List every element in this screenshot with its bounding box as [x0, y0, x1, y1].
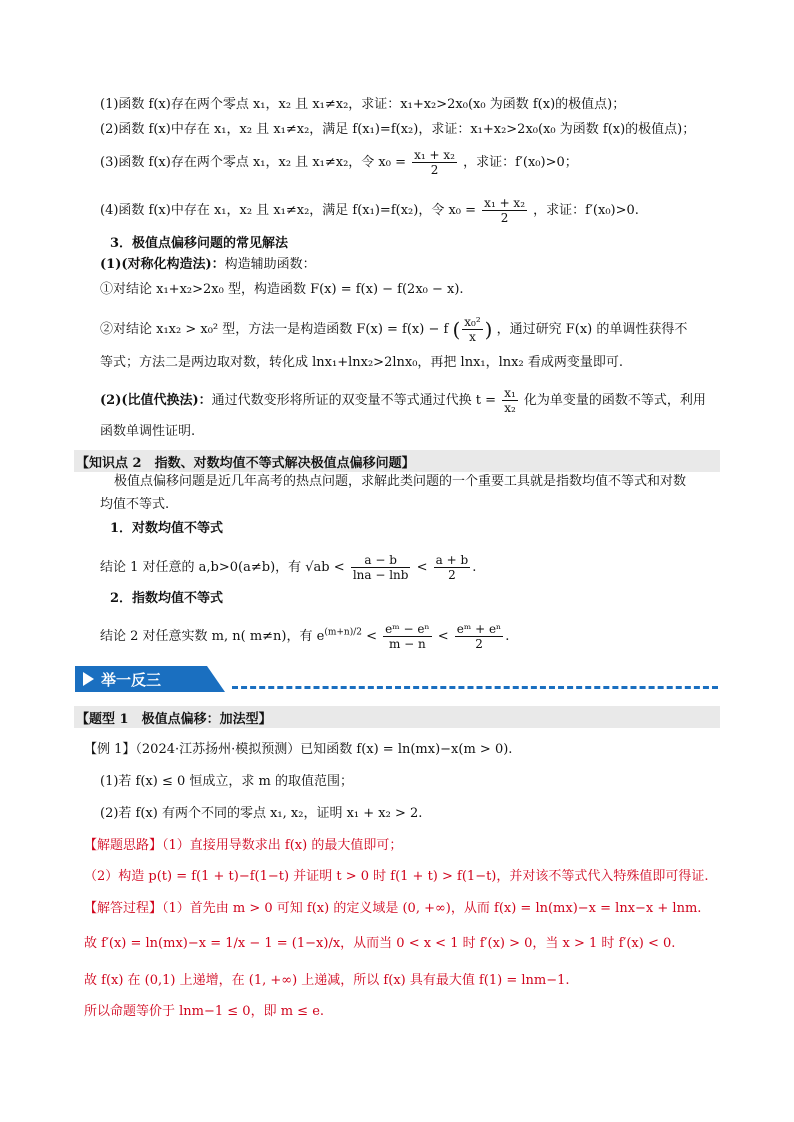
fraction-numerator: x₁	[504, 386, 516, 400]
conclusion-2	[100, 622, 509, 651]
question-1: (1)若 f(x) ≤ 0 恒成立，求 m 的取值范围；	[100, 774, 353, 789]
solution-4: 所以命题等价于 lnm−1 ≤ 0，即 m ≤ e.	[84, 1004, 325, 1019]
ratio-tail: 化为单变量的函数不等式，利用	[523, 393, 706, 408]
section-title: 【知识点 2 指数、对数均值不等式解决极值点偏移问题】	[76, 456, 415, 471]
fraction-numerator: a + b	[435, 553, 469, 567]
fraction-denominator: 2	[500, 211, 509, 225]
symmetric-text: 构造辅助函数：	[224, 257, 316, 272]
fraction-denominator: m − n	[388, 637, 426, 651]
example-1: 【例 1】（2024·江苏扬州·模拟预测）已知函数 f(x) = ln(mx)−x(m > 0).	[84, 742, 513, 757]
fraction-numerator: x₁ + x₂	[484, 196, 526, 210]
play-arrow-icon	[83, 672, 94, 686]
method-heading: 3．极值点偏移问题的常见解法	[110, 236, 289, 251]
fraction-denominator: 2	[430, 163, 439, 177]
condition-1: (1)函数 f(x)存在两个零点 x₁，x₂ 且 x₁≠x₂，求证：x₁+x₂>2x₀(x₀ 为函数 f(x)的极值点)；	[100, 97, 626, 112]
conclusion-1	[100, 553, 476, 582]
condition-4-text: (4)函数 f(x)中存在 x₁，x₂ 且 x₁≠x₂，满足 f(x₁)=f(x₂)，令 x₀ =	[100, 203, 477, 218]
fraction-denominator: x₂	[504, 401, 516, 415]
solution-3: 故 f(x) 在 (0,1) 上递增，在 (1, +∞) 上递减，所以 f(x) 具有最大值 f(1) = lnm−1.	[84, 973, 570, 988]
fraction-denominator: 2	[475, 637, 483, 651]
conclusion-2-fraction-1	[383, 622, 431, 651]
right-paren: )	[484, 317, 493, 342]
condition-3	[100, 148, 578, 177]
construction-1: ①对结论 x₁+x₂>2x₀ 型，构造函数 F(x) = f(x) − f(2x₀ − x).	[100, 282, 464, 297]
solution-1: 【解答过程】（1）首先由 m > 0 可知 f(x) 的定义域是 (0, +∞)，从而 f(x) = ln(mx)−x = lnx−x + lnm.	[84, 901, 702, 916]
fraction-denominator: 2	[448, 568, 456, 582]
fraction-numerator: eᵐ − eⁿ	[385, 622, 430, 636]
symmetric-title: (1)(对称化构造法)：	[100, 257, 225, 272]
section-title: 【题型 1 极值点偏移：加法型】	[76, 712, 272, 727]
condition-3-tail: ，求证：f′(x₀)>0；	[463, 155, 578, 170]
condition-4-tail: ，求证：f′(x₀)>0.	[533, 203, 639, 218]
ratio-method	[100, 386, 706, 415]
fraction-numerator: x₁ + x₂	[414, 148, 455, 162]
left-paren: (	[452, 317, 461, 342]
period: .	[505, 629, 510, 644]
condition-3-text: (3)函数 f(x)存在两个零点 x₁，x₂ 且 x₁≠x₂，令 x₀ =	[100, 155, 406, 170]
conclusion-2-fraction-2	[455, 622, 503, 651]
less-than: <	[416, 560, 428, 575]
condition-2: (2)函数 f(x)中存在 x₁，x₂ 且 x₁≠x₂，满足 f(x₁)=f(x₂)，求证：x₁+x₂>2x₀(x₀ 为函数 f(x)的极值点)；	[100, 122, 696, 137]
kp2-paragraph-1: 极值点偏移问题是近几年高考的热点问题，求解此类问题的一个重要工具就是指数均值不等式和对数	[114, 474, 687, 489]
construction-2	[100, 315, 687, 344]
exponent: (m+n)/2	[324, 627, 362, 638]
log-mean-heading: 1．对数均值不等式	[110, 521, 224, 536]
construction-2-fraction	[462, 315, 482, 344]
condition-4-fraction	[482, 196, 527, 225]
conclusion-1-fraction-2	[434, 553, 471, 582]
banner-divider	[232, 686, 718, 689]
ratio-text: 通过代数变形将所证的双变量不等式通过代换 t =	[211, 393, 497, 408]
kp2-paragraph-2: 均值不等式.	[100, 497, 170, 512]
condition-4	[100, 196, 639, 225]
fraction-numerator: eᵐ + eⁿ	[456, 622, 502, 636]
exp-mean-heading: 2．指数均值不等式	[110, 591, 224, 606]
fraction-numerator: x₀²	[464, 315, 481, 329]
symmetric-construction	[100, 256, 316, 274]
banner-title: 举一反三	[101, 671, 162, 689]
question-2: (2)若 f(x) 有两个不同的零点 x₁, x₂，证明 x₁ + x₂ > 2.	[100, 806, 423, 821]
construction-2-tail: ，通过研究 F(x) 的单调性获得不	[496, 322, 688, 337]
construction-2-cont: 等式；方法二是两边取对数，转化成 lnx₁+lnx₂>2lnx₀，再把 lnx₁，lnx₂ 看成两变量即可.	[100, 355, 623, 370]
ratio-fraction	[502, 386, 518, 415]
period: .	[472, 560, 477, 575]
less-than: <	[437, 629, 449, 644]
type-1-header	[74, 706, 720, 728]
construction-2-text: ②对结论 x₁x₂ > x₀² 型，方法一是构造函数 F(x) = f(x) − f	[100, 322, 449, 337]
conclusion-1-text: 结论 1 对任意的 a,b>0(a≠b)，有 √ab <	[100, 560, 345, 575]
solution-2: 故 f′(x) = ln(mx)−x = 1/x − 1 = (1−x)/x，从而当 0 < x < 1 时 f′(x) > 0，当 x > 1 时 f′(x) < 0.	[84, 936, 676, 951]
fraction-numerator: a − b	[351, 553, 411, 568]
practice-banner	[75, 666, 225, 692]
knowledge-point-2-header	[74, 450, 720, 472]
conclusion-2-text: 结论 2 对任意实数 m, n( m≠n)，有 e	[100, 629, 325, 644]
less-than: <	[366, 629, 378, 644]
fraction-denominator: x	[469, 330, 476, 344]
ratio-title: (2)(比值代换法)：	[100, 393, 212, 408]
idea-2: （2）构造 p(t) = f(1 + t)−f(1−t) 并证明 t > 0 时 f(1 + t) > f(1−t)，并对该不等式代入特殊值即可得证.	[84, 869, 709, 884]
conclusion-1-fraction-1	[351, 553, 411, 582]
idea-1: 【解题思路】（1）直接用导数求出 f(x) 的最大值即可；	[84, 838, 403, 853]
fraction-denominator: lna − lnb	[352, 568, 409, 582]
condition-3-fraction	[412, 148, 457, 177]
ratio-cont: 函数单调性证明.	[100, 424, 196, 439]
